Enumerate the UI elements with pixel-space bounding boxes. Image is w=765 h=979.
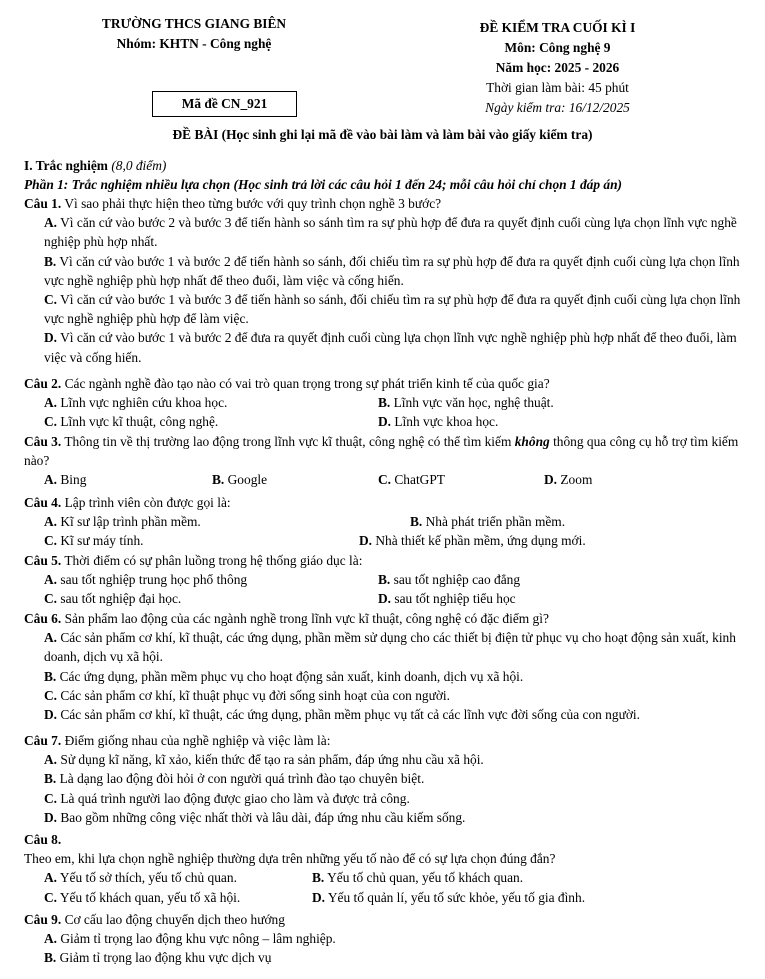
option-label: C. — [378, 472, 392, 488]
header-right — [420, 18, 695, 118]
option-label: B. — [410, 514, 423, 530]
option-label: A. — [44, 514, 58, 530]
question-text: Thông tin về thị trường lao động trong lĩnh vực kĩ thuật, công nghệ có thể tìm kiếm — [61, 434, 515, 449]
exam-instruction: ĐỀ BÀI (Học sinh ghi lại mã đề vào bài làm và làm bài vào giấy kiểm tra) — [172, 127, 593, 142]
question-text: Sản phẩm lao động của các ngành nghề trong lĩnh vực kĩ thuật, công nghệ có đặc điểm gì? — [61, 611, 549, 626]
option-label: D. — [544, 472, 558, 488]
option-text: Bing — [57, 472, 87, 488]
option-text: Sử dụng kĩ năng, kĩ xảo, kiến thức để tạo ra sản phẩm, đáp ứng nhu cầu xã hội. — [57, 752, 484, 768]
option-text: Vì căn cứ vào bước 2 và bước 3 để tiến hành so sánh tìm ra sự phù hợp để đưa ra quyết định cuối cùng lựa chọn lĩnh vực nghề nghiệp phù hợp nhất. — [44, 215, 737, 250]
option-text: Các sản phẩm cơ khí, kĩ thuật phục vụ đời sống sinh hoạt của con người. — [57, 687, 450, 703]
option-text: Lĩnh vực khoa học. — [391, 414, 499, 430]
question-text: Vì sao phải thực hiện theo từng bước với quy trình chọn nghề 3 bước? — [61, 196, 442, 211]
option-text: Giảm tỉ trọng lao động khu vực dịch vụ — [56, 950, 272, 966]
option-text: Vì căn cứ vào bước 1 và bước 3 để tiến hành so sánh, đối chiếu tìm ra sự phù hợp để đưa ra quyết định cuối cùng lựa chọn lĩnh vực nghề nghiệp phù hợp để làm việc. — [44, 292, 741, 327]
question-text: Điểm giống nhau của nghề nghiệp và việc làm là: — [61, 733, 331, 748]
question-1 — [24, 194, 745, 367]
exam-subject: Môn: Công nghệ 9 — [504, 40, 611, 55]
option-label: A. — [44, 870, 58, 886]
option-text: Zoom — [557, 472, 593, 488]
question-text: Thời điểm có sự phân luồng trong hệ thống giáo dục là: — [61, 553, 363, 568]
option-label: C. — [44, 687, 58, 703]
option-text: Lĩnh vực kĩ thuật, công nghệ. — [57, 414, 219, 430]
option-label: C. — [44, 414, 58, 430]
option-label: C. — [44, 591, 58, 607]
question-text: Các ngành nghề đào tạo nào có vai trò quan trọng trong sự phát triển kinh tế của quốc gia? — [61, 376, 550, 391]
option-label: A. — [44, 752, 58, 768]
option-label: D. — [359, 533, 373, 549]
option-text: Yếu tố chủ quan, yếu tố khách quan. — [324, 870, 524, 886]
option-label: B. — [212, 472, 225, 488]
question-4 — [24, 493, 745, 551]
question-label: Câu 4. — [24, 495, 62, 510]
option-label: A. — [44, 472, 58, 488]
option-label: D. — [44, 330, 58, 346]
option-text: Vì căn cứ vào bước 1 và bước 2 để tiến hành so sánh, đối chiếu tìm ra sự phù hợp để đưa ra quyết định cuối cùng lựa chọn lĩnh vực nghề nghiệp phù hợp nhất để theo đuổi, làm việc và cống hiến. — [44, 253, 740, 288]
header-left — [70, 14, 318, 54]
question-3 — [24, 432, 745, 490]
option-text: Các sản phẩm cơ khí, kĩ thuật, các ứng dụng, phần mềm phục vụ tất cả các lĩnh vực đời sống của con người. — [57, 707, 640, 723]
option-label: C. — [44, 790, 58, 806]
question-emphasis: không — [514, 434, 550, 449]
option-label: B. — [312, 870, 325, 886]
option-label: D. — [378, 591, 392, 607]
option-text: Nhà phát triển phần mềm. — [422, 514, 566, 530]
option-label: C. — [44, 292, 58, 308]
exam-date: Ngày kiểm tra: 16/12/2025 — [485, 100, 630, 115]
option-text: Giảm tỉ trọng lao động khu vực nông – lâm nghiệp. — [57, 931, 336, 947]
option-text: Là quá trình người lao động được giao cho làm và được trả công. — [57, 790, 410, 806]
part1-heading: Phần 1: Trắc nghiệm nhiều lựa chọn (Học sinh trả lời các câu hỏi 1 đến 24; mỗi câu hỏi chỉ chọn 1 đáp án) — [24, 177, 623, 192]
option-label: D. — [44, 809, 58, 825]
question-label: Câu 1. — [24, 196, 62, 211]
option-text: ChatGPT — [391, 472, 445, 488]
option-text: Lĩnh vực nghiên cứu khoa học. — [57, 395, 228, 411]
option-text: Các sản phẩm cơ khí, kĩ thuật, các ứng dụng, phần mềm sử dụng cho các thiết bị điện tử phục vụ cho hoạt động sản xuất, kinh doanh, dịch vụ xã hội. — [44, 630, 736, 665]
option-text: Google — [224, 472, 268, 488]
question-label: Câu 8. — [24, 832, 62, 847]
option-text: Lĩnh vực văn học, nghệ thuật. — [390, 395, 554, 411]
option-label: A. — [44, 630, 58, 646]
question-label: Câu 2. — [24, 376, 62, 391]
question-label: Câu 5. — [24, 553, 62, 568]
question-6 — [24, 609, 745, 724]
option-text: Yếu tố khách quan, yếu tố xã hội. — [57, 889, 241, 905]
option-label: A. — [44, 931, 58, 947]
option-label: B. — [378, 395, 391, 411]
question-2 — [24, 374, 745, 432]
option-label: D. — [312, 889, 326, 905]
option-text: Yếu tố quản lí, yếu tố sức khỏe, yếu tố gia đình. — [325, 889, 586, 905]
department-group: Nhóm: KHTN - Công nghệ — [116, 36, 272, 51]
question-text: Cơ cấu lao động chuyển dịch theo hướng — [61, 912, 285, 927]
question-label: Câu 7. — [24, 733, 62, 748]
question-9 — [24, 910, 745, 968]
option-label: B. — [44, 771, 57, 787]
option-label: A. — [44, 215, 58, 231]
option-text: sau tốt nghiệp trung học phổ thông — [57, 572, 248, 588]
option-text: sau tốt nghiệp cao đẳng — [390, 572, 521, 588]
question-text-cont: thông qua công cụ hỗ trợ tìm kiếm nào? — [24, 434, 739, 469]
question-7 — [24, 731, 745, 827]
question-text: Lập trình viên còn được gọi là: — [61, 495, 231, 510]
option-text: Vì căn cứ vào bước 1 và bước 2 để đưa ra quyết định cuối cùng lựa chọn lĩnh vực nghề nghiệp phù hợp nhất để theo đuổi, làm việc và cống hiến. — [44, 330, 737, 365]
option-text: Kĩ sư lập trình phần mềm. — [57, 514, 201, 530]
option-label: B. — [378, 572, 391, 588]
option-text: Yếu tố sở thích, yếu tố chủ quan. — [57, 870, 237, 886]
exam-duration: Thời gian làm bài: 45 phút — [486, 80, 629, 95]
option-label: A. — [44, 572, 58, 588]
question-text: Theo em, khi lựa chọn nghề nghiệp thường dựa trên những yếu tố nào để có sự lựa chọn đúng đắn? — [24, 851, 556, 867]
option-label: C. — [44, 889, 58, 905]
section-title: I. Trắc nghiệm — [24, 158, 108, 173]
option-label: A. — [44, 395, 58, 411]
option-label: D. — [44, 707, 58, 723]
question-label: Câu 6. — [24, 611, 62, 626]
option-text: Nhà thiết kế phần mềm, ứng dụng mới. — [372, 533, 586, 549]
exam-title: ĐỀ KIỂM TRA CUỐI KÌ I — [479, 20, 636, 35]
option-text: Kĩ sư máy tính. — [57, 533, 144, 549]
option-label: B. — [44, 668, 57, 684]
option-label: D. — [378, 414, 392, 430]
option-label: B. — [44, 253, 57, 269]
section-points: (8,0 điểm) — [111, 158, 167, 173]
option-text: Bao gồm những công việc nhất thời và lâu dài, đáp ứng nhu cầu kiếm sống. — [57, 809, 466, 825]
option-label: B. — [44, 950, 57, 966]
school-year: Năm học: 2025 - 2026 — [495, 60, 620, 75]
option-text: Là dạng lao động đòi hỏi ở con người quá trình đào tạo chuyên biệt. — [56, 771, 425, 787]
option-text: Các ứng dụng, phần mềm phục vụ cho hoạt động sản xuất, kinh doanh, dịch vụ xã hội. — [56, 668, 524, 684]
option-label: C. — [44, 533, 58, 549]
option-text: sau tốt nghiệp đại học. — [57, 591, 182, 607]
question-5 — [24, 551, 745, 609]
exam-code-box: Mã đề CN_921 — [152, 91, 297, 117]
option-text: sau tốt nghiệp tiểu học — [391, 591, 516, 607]
section-heading — [24, 156, 166, 175]
question-label: Câu 9. — [24, 912, 62, 927]
question-label: Câu 3. — [24, 434, 62, 449]
question-8 — [24, 830, 745, 907]
school-name: TRƯỜNG THCS GIANG BIÊN — [101, 16, 287, 31]
